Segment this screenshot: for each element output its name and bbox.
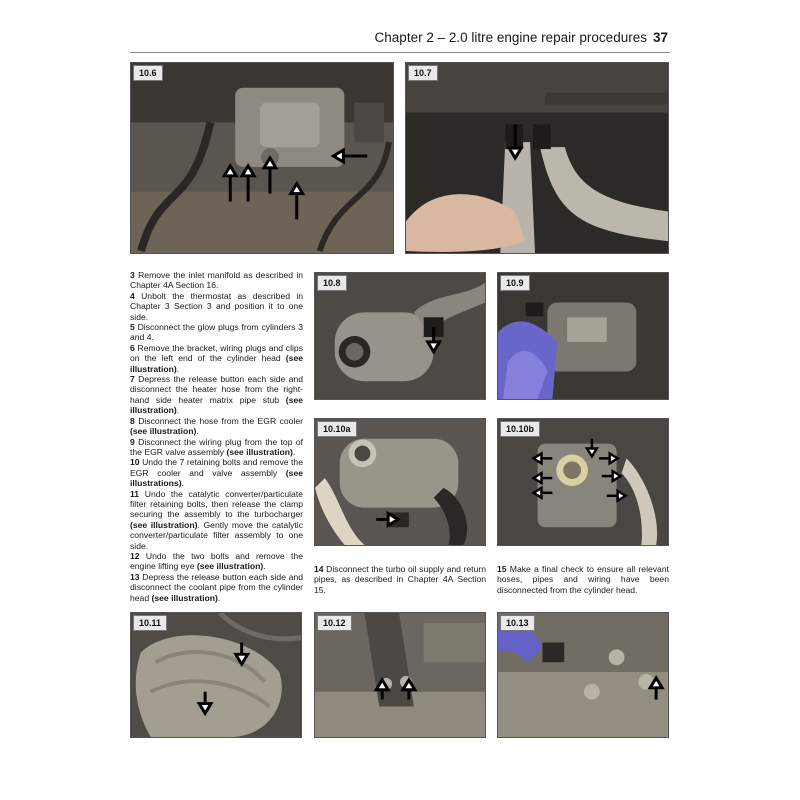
engine-photo-image [498,613,668,737]
figure-label: 10.13 [500,615,535,631]
step-9: 9 Disconnect the wiring plug from the top of the EGR valve assembly (see illustration). [130,436,303,457]
step-7: 7 Depress the release button each side and disconnect the heater hose from the right-hand side heater matrix pipe stub (see illustration). [130,374,304,416]
photo-10-6 [130,62,394,254]
page-header [375,30,668,45]
step-14: 14 Disconnect the turbo oil supply and return pipes, as described in Chapter 4A Section 15. [314,564,486,595]
step-11: 11 Undo the catalytic converter/particulate filter retaining bolts, then release the clamp securing the assembly to the turbocharger (see illustration). Gently move the catalytic converter/particulate filter assembly to one side. [130,488,304,551]
page-number: 37 [652,30,668,45]
engine-photo-image [406,63,668,253]
step-8: 8 Disconnect the hose from the EGR cooler (see illustration). [130,415,303,437]
step-3: 3 Remove the inlet manifold as described in Chapter 4A Section 16. [130,270,304,291]
photo-10-10b [497,418,669,546]
figure-label: 10.9 [500,275,530,291]
chapter-title: Chapter 2 – 2.0 litre engine repair procedures [374,30,647,45]
photo-10-7 [405,62,669,254]
engine-photo-image [498,273,668,399]
engine-photo-image [315,613,485,737]
photo-10-11 [130,612,302,738]
step-4: 4 Unbolt the thermostat as described in Chapter 3 Section 3 and position it to one side. [130,290,304,322]
step-13: 13 Depress the release button each side and disconnect the coolant pipe from the cylinder head (see illustration). [130,571,303,603]
step-6: 6 Remove the bracket, wiring plugs and clips on the left end of the cylinder head (see illustration). [130,342,303,374]
photo-10-9 [497,272,669,400]
step-12: 12 Undo the two bolts and remove the engine lifting eye (see illustration). [130,550,303,572]
step-5: 5 Disconnect the glow plugs from cylinders 3 and 4. [130,322,303,343]
figure-label: 10.8 [317,275,347,291]
engine-photo-image [131,613,301,737]
steps-column-left [130,270,303,603]
engine-photo-image [131,63,393,253]
photo-10-10a [314,418,486,546]
photo-10-12 [314,612,486,738]
engine-photo-image [498,419,668,545]
figure-label: 10.12 [317,615,352,631]
figure-label: 10.10a [317,421,357,437]
header-rule [130,52,670,53]
photo-10-8 [314,272,486,400]
figure-label: 10.11 [133,615,167,631]
step-15: 15 Make a final check to ensure all relevant hoses, pipes and wiring have been disconnected from the cylinder head. [497,564,669,595]
step-10: 10 Undo the 7 retaining bolts and remove the EGR cooler and valve assembly (see illustrations). [130,457,303,489]
engine-photo-image [315,273,485,399]
figure-label: 10.10b [500,421,540,437]
figure-label: 10.7 [408,65,438,81]
engine-photo-image [315,419,485,545]
photo-10-13 [497,612,669,738]
figure-label: 10.6 [133,65,163,81]
